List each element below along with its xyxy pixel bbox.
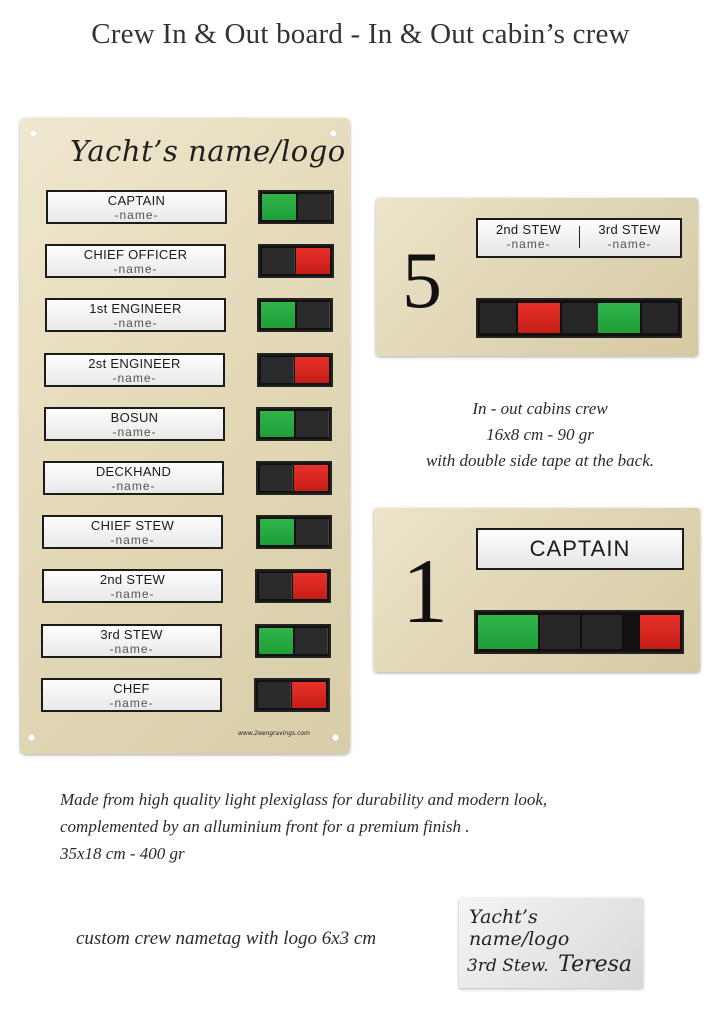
slider-block [540,615,580,649]
crew-nameplate [41,678,222,712]
cabin-double-slider[interactable] [476,298,682,338]
cabin-plate-double [376,198,698,356]
crew-name: -name- [110,587,155,602]
out-indicator [640,615,680,649]
in-indicator [262,194,296,220]
board-credit: www.2eengravings.com [238,730,310,737]
cabin-number: 5 [402,237,442,325]
slider-block [642,303,678,333]
in-indicator [259,628,293,654]
cabin-plate-single [374,508,700,672]
cabin-right-slot [579,220,680,256]
crew-name: -name- [109,695,154,710]
crew-nametag [459,898,643,988]
page-title: Crew In & Out board - In & Out cabin’s crew [91,18,630,50]
nametag-title: 3rd Stew. [467,956,549,976]
crew-role: 1st ENGINEER [89,301,182,317]
crew-nameplate [43,461,224,495]
in-indicator [260,411,294,437]
out-indicator [295,357,329,383]
slider-block [296,519,329,545]
slider-block [480,303,516,333]
mounting-hole [332,734,339,741]
cabin-caption-line2: 16x8 cm - 90 gr [486,425,594,444]
cabin-right-role: 3rd STEW [598,222,661,237]
crew-nameplate [41,624,222,658]
cabin-left-slot [478,220,579,256]
crew-nameplate [42,569,223,603]
crew-role: CHIEF OFFICER [83,247,188,263]
crew-name: -name- [112,370,157,385]
status-slider[interactable] [258,190,334,224]
cabin-nameplate-double [476,218,682,258]
crew-nameplate [45,244,226,278]
crew-in-out-board [20,118,350,754]
status-slider[interactable] [255,624,331,658]
crew-role: CHIEF STEW [90,518,175,534]
board-row [20,353,350,393]
out-indicator [293,573,327,599]
crew-role: 3rd STEW [100,626,163,642]
crew-name: -name- [111,479,156,493]
crew-role: 2nd STEW [99,572,166,588]
crew-nameplate [45,298,226,332]
cabin-caption [380,396,700,474]
cabin-single-role: CAPTAIN [529,536,631,561]
out-indicator-left [518,303,560,333]
out-indicator [296,248,330,274]
status-slider[interactable] [257,353,333,387]
crew-name: -name- [109,641,154,656]
slider-block [562,303,598,333]
board-row [20,569,350,609]
crew-role: CHEF [113,680,150,696]
status-slider[interactable] [256,515,332,549]
slider-block [297,302,330,328]
cabin-left-role: 2nd STEW [495,222,562,237]
status-slider[interactable] [257,298,333,332]
nametag-name: Teresa [558,952,633,977]
board-logo: Yacht’s name/logo [70,134,346,168]
crew-nameplate [46,190,227,224]
in-indicator [478,615,538,649]
board-row [20,190,350,230]
board-row [20,461,350,501]
board-row [20,298,350,338]
slider-block [582,615,622,649]
slider-block [298,194,331,220]
status-slider[interactable] [256,407,332,441]
crew-name: -name- [110,533,155,548]
crew-role: DECKHAND [95,464,172,479]
out-indicator [292,682,326,708]
in-indicator [260,519,294,545]
mounting-hole [28,734,35,741]
cabin-single-slider[interactable] [474,610,684,654]
cabin-right-name: -name- [607,237,652,251]
slider-block [295,628,328,654]
crew-role: CAPTAIN [107,193,166,208]
slider-block [262,248,295,274]
status-slider[interactable] [254,678,330,712]
board-row [20,244,350,284]
board-row [20,407,350,447]
crew-name: -name- [112,424,157,439]
cabin-number: 1 [402,540,448,642]
mounting-hole [30,130,37,137]
slider-block [296,411,329,437]
cabin-left-name: -name- [506,237,551,251]
nametag-logo: Yacht’s name/logo [469,906,570,950]
cabin-nameplate-single [476,528,684,570]
in-indicator-right [598,303,640,333]
crew-role: 2st ENGINEER [88,355,181,371]
crew-name: -name- [113,262,158,277]
status-slider[interactable] [258,244,334,278]
cabin-caption-line1: In - out cabins crew [472,399,608,418]
crew-nameplate [44,407,225,441]
nametag-name-line [467,952,632,977]
description-line3: 35x18 cm - 400 gr [60,844,185,863]
status-slider[interactable] [256,461,332,495]
description-line2: complemented by an alluminium front for a premium finish . [60,817,470,836]
board-row [20,678,350,718]
crew-name: -name- [114,208,159,222]
nametag-caption: custom crew nametag with logo 6x3 cm [76,928,377,949]
description-line1: Made from high quality light plexiglass for durability and modern look, [60,790,548,809]
status-slider[interactable] [255,569,331,603]
crew-role: BOSUN [110,409,159,425]
board-row [20,624,350,664]
product-description [60,786,547,867]
slider-block [259,573,292,599]
board-row [20,515,350,555]
slider-block [260,465,293,491]
out-indicator [294,465,328,491]
slider-block [261,357,294,383]
in-indicator [261,302,295,328]
cabin-caption-line3: with double side tape at the back. [425,451,655,470]
crew-nameplate [44,353,225,387]
crew-name: -name- [113,316,158,331]
crew-nameplate [42,515,223,549]
slider-block [258,682,291,708]
